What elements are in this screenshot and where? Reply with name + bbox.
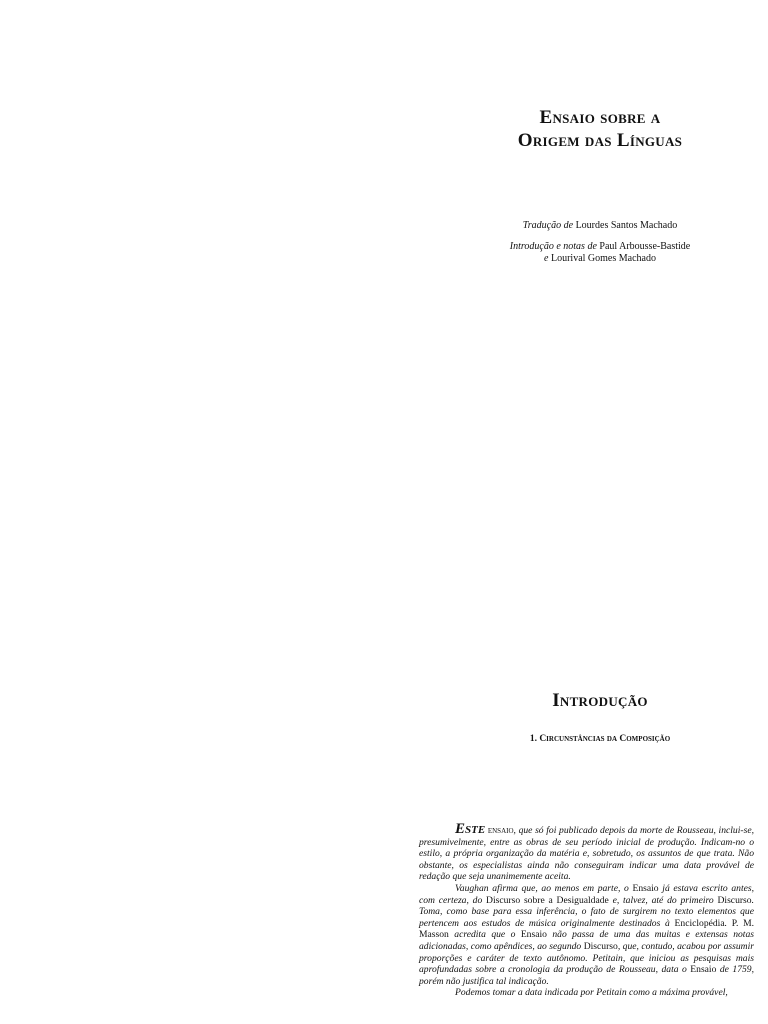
dropcap-word: Este bbox=[455, 821, 486, 837]
notes-credit-line-1 bbox=[440, 241, 760, 253]
work-title: Ensaio bbox=[632, 882, 659, 894]
notes-author-1: Paul Arbousse-Bastide bbox=[599, 241, 691, 252]
paragraph-1-text: que só foi publicado depois da morte de Rousseau, inclui-se, presumivelmente, entre as obras de seu período inicial de produção. Indicam-no o estilo, a própria organização da matéria e, sobretudo, os assuntos de que trata. Não obstante, os especialistas ainda não conseguiram indicar uma data provável de redação que seja unanimemente aceita. bbox=[419, 825, 754, 883]
text-segment: já estava escrito antes, com certeza, do bbox=[419, 882, 755, 906]
work-title: Enciclopédia bbox=[674, 917, 725, 929]
subsection-title: 1. Circunstâncias da Composição bbox=[529, 734, 671, 744]
notes-connector: e bbox=[544, 253, 549, 264]
notes-credit-line-2 bbox=[440, 253, 760, 265]
text-segment: acredita que o bbox=[448, 929, 521, 941]
work-title: Ensaio bbox=[690, 964, 717, 976]
text-segment: . Toma, como base para essa inferência, o fato de surgirem no texto elementos que pertencem aos estudos de música originalmente destinados à bbox=[419, 894, 754, 929]
work-title: Discurso bbox=[717, 894, 752, 906]
notes-label: Introdução e notas de bbox=[509, 241, 597, 252]
work-title: Ensaio bbox=[520, 929, 547, 941]
text-segment: de 1759, porém não justifica tal indicação. bbox=[419, 964, 754, 987]
book-title-line-1: Ensaio sobre a bbox=[539, 107, 661, 128]
work-title: Discurso bbox=[583, 940, 618, 952]
text-segment: , que, contudo, acabou por assumir proporções e caráter de texto autônomo. Petitain, que iniciou as pesquisas mais aprofundadas sobre a cronologia da produção de Rousseau, data o bbox=[419, 940, 755, 976]
translation-label: Tradução de bbox=[522, 220, 574, 231]
section-title: Introdução bbox=[552, 690, 648, 711]
notes-author-2: Lourival Gomes Machado bbox=[550, 253, 656, 264]
paragraph-1 bbox=[419, 821, 754, 883]
book-title-line-2: Origem das Línguas bbox=[517, 130, 683, 151]
text-segment: e, talvez, até do primeiro bbox=[608, 894, 718, 906]
text-segment: . bbox=[724, 917, 732, 929]
translator-name: Lourdes Santos Machado bbox=[575, 220, 678, 231]
paragraph-2 bbox=[419, 883, 754, 987]
work-title: Discurso sobre a Desigualdade bbox=[486, 894, 609, 906]
paragraph-3: Podemos tomar a data indicada por Petitain como a máxima provável, bbox=[455, 987, 728, 999]
translation-credit bbox=[440, 220, 760, 232]
notes-credit bbox=[440, 241, 760, 265]
body-text bbox=[419, 821, 755, 999]
text-segment: Vaughan afirma que, ao menos em parte, o bbox=[455, 882, 633, 894]
author-name: P. M. Masson bbox=[419, 917, 754, 941]
small-caps-word: ensaio, bbox=[487, 825, 516, 836]
text-segment: não passa de uma das muitas e extensas notas adicionadas, como apêndices, ao segundo bbox=[419, 929, 755, 952]
